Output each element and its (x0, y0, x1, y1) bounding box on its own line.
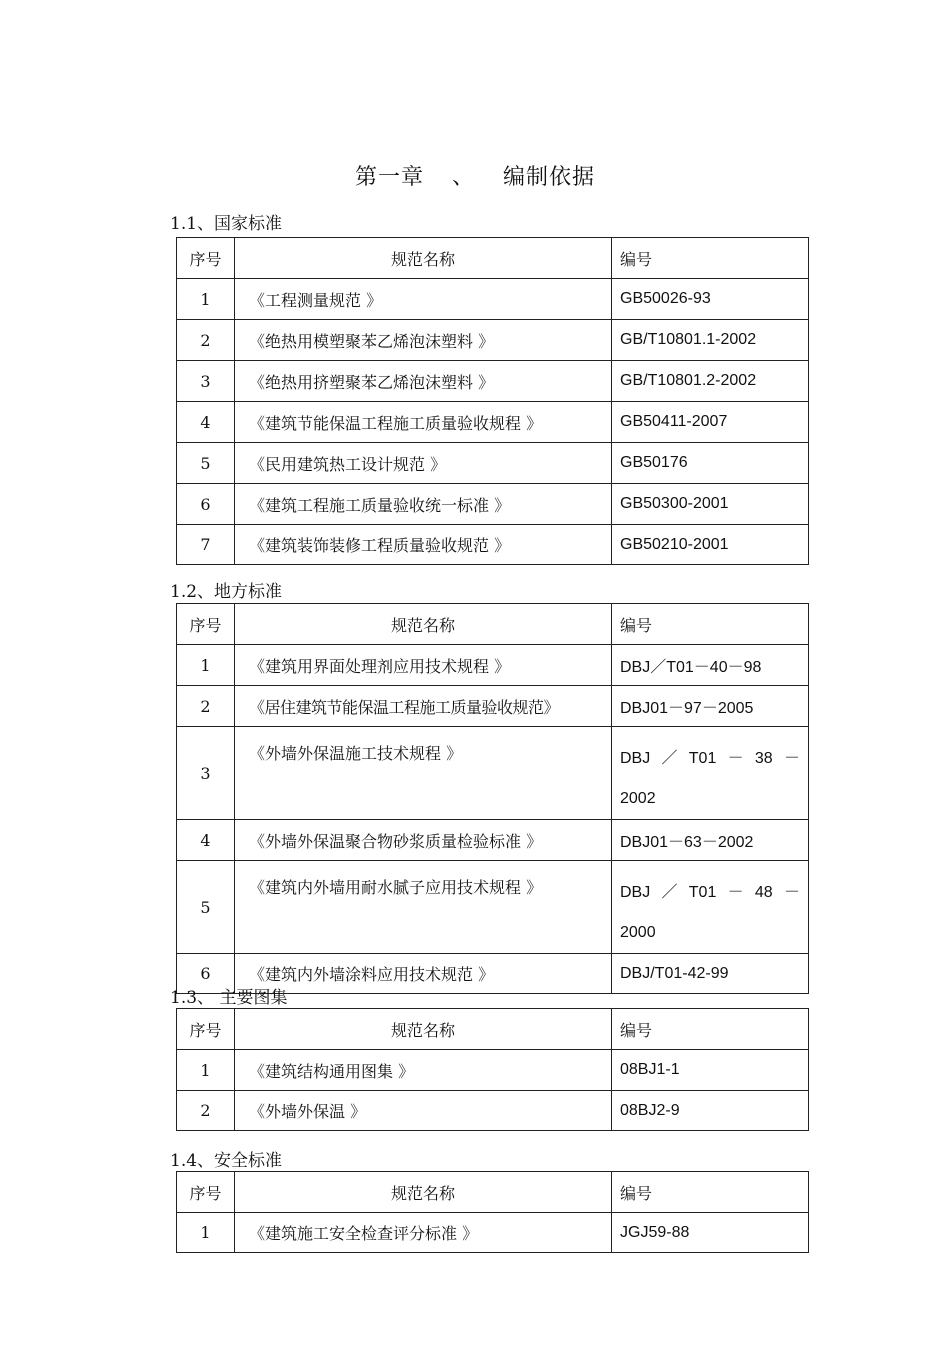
table-row (177, 727, 809, 820)
table-national-standards (176, 237, 809, 565)
row-seq: 6 (177, 954, 235, 994)
section-heading-atlas: 1.3、 主要图集 (170, 988, 288, 1008)
row-code: GB/T10801.1-2002 (612, 320, 809, 361)
row-code: DBJ01－97－2005 (612, 686, 809, 727)
table-row (177, 525, 809, 565)
row-name: 《绝热用模塑聚苯乙烯泡沫塑料 》 (235, 320, 612, 361)
row-code (612, 727, 809, 820)
row-name: 《绝热用挤塑聚苯乙烯泡沫塑料 》 (235, 361, 612, 402)
table-local-standards (176, 603, 809, 994)
row-name: 《建筑节能保温工程施工质量验收规程 》 (235, 402, 612, 443)
row-name: 《居住建筑节能保温工程施工质量验收规范》 (235, 686, 612, 727)
row-name: 《外墙外保温施工技术规程 》 (235, 727, 612, 820)
row-name: 《建筑工程施工质量验收统一标准 》 (235, 484, 612, 525)
chapter-title: 第一章 、 编制依据 (355, 165, 595, 190)
row-seq: 1 (177, 279, 235, 320)
table-row (177, 443, 809, 484)
table-row (177, 820, 809, 861)
row-code: 08BJ2-9 (612, 1091, 809, 1131)
row-seq: 5 (177, 443, 235, 484)
row-name: 《建筑内外墙用耐水腻子应用技术规程 》 (235, 861, 612, 954)
row-seq: 2 (177, 1091, 235, 1131)
row-code (612, 861, 809, 954)
table-row (177, 484, 809, 525)
header-seq: 序号 (177, 604, 235, 645)
header-code: 编号 (612, 238, 809, 279)
row-code: GB/T10801.2-2002 (612, 361, 809, 402)
row-code: GB50176 (612, 443, 809, 484)
header-code: 编号 (612, 1009, 809, 1050)
header-seq: 序号 (177, 1009, 235, 1050)
row-seq: 4 (177, 820, 235, 861)
row-name: 《建筑施工安全检查评分标准 》 (235, 1213, 612, 1253)
row-seq: 7 (177, 525, 235, 565)
header-code: 编号 (612, 604, 809, 645)
table-row (177, 320, 809, 361)
row-code: DBJ/T01-42-99 (612, 954, 809, 994)
table-row (177, 361, 809, 402)
row-name: 《建筑内外墙涂料应用技术规范 》 (235, 954, 612, 994)
row-code: JGJ59-88 (612, 1213, 809, 1253)
table-row (177, 279, 809, 320)
row-seq: 5 (177, 861, 235, 954)
row-name: 《工程测量规范 》 (235, 279, 612, 320)
header-name: 规范名称 (235, 604, 612, 645)
row-seq: 4 (177, 402, 235, 443)
row-code: DBJ／T01－40－98 (612, 645, 809, 686)
header-seq: 序号 (177, 1172, 235, 1213)
table-row (177, 1091, 809, 1131)
row-name: 《建筑结构通用图集 》 (235, 1050, 612, 1091)
table-header-row (177, 1009, 809, 1050)
table-main-atlases (176, 1008, 809, 1131)
row-name: 《建筑用界面处理剂应用技术规程 》 (235, 645, 612, 686)
table-safety-standards (176, 1171, 809, 1253)
table-row (177, 645, 809, 686)
table-header-row (177, 238, 809, 279)
section-heading-national: 1.1、国家标准 (170, 214, 283, 234)
row-seq: 3 (177, 727, 235, 820)
row-seq: 3 (177, 361, 235, 402)
row-name: 《民用建筑热工设计规范 》 (235, 443, 612, 484)
row-code: 08BJ1-1 (612, 1050, 809, 1091)
row-code: DBJ01－63－2002 (612, 820, 809, 861)
code-line-1: DBJ ／ T01 － 38 － (620, 750, 800, 767)
row-seq: 2 (177, 320, 235, 361)
table-row (177, 1050, 809, 1091)
row-code: GB50210-2001 (612, 525, 809, 565)
header-seq: 序号 (177, 238, 235, 279)
table-row (177, 402, 809, 443)
row-seq: 1 (177, 1050, 235, 1091)
section-heading-safety: 1.4、安全标准 (170, 1151, 283, 1171)
header-name: 规范名称 (235, 238, 612, 279)
code-line-2: 2002 (620, 790, 656, 807)
code-line-1: DBJ ／ T01 － 48 － (620, 884, 800, 901)
row-seq: 1 (177, 645, 235, 686)
section-heading-local: 1.2、地方标准 (170, 582, 283, 602)
code-line-2: 2000 (620, 924, 656, 941)
table-row (177, 861, 809, 954)
row-code: GB50026-93 (612, 279, 809, 320)
table-row (177, 686, 809, 727)
header-name: 规范名称 (235, 1172, 612, 1213)
table-header-row (177, 604, 809, 645)
header-code: 编号 (612, 1172, 809, 1213)
row-seq: 2 (177, 686, 235, 727)
row-name: 《外墙外保温 》 (235, 1091, 612, 1131)
row-code: GB50300-2001 (612, 484, 809, 525)
row-name: 《外墙外保温聚合物砂浆质量检验标准 》 (235, 820, 612, 861)
row-name: 《建筑装饰装修工程质量验收规范 》 (235, 525, 612, 565)
table-header-row (177, 1172, 809, 1213)
row-code: GB50411-2007 (612, 402, 809, 443)
row-seq: 6 (177, 484, 235, 525)
table-row (177, 1213, 809, 1253)
row-seq: 1 (177, 1213, 235, 1253)
header-name: 规范名称 (235, 1009, 612, 1050)
